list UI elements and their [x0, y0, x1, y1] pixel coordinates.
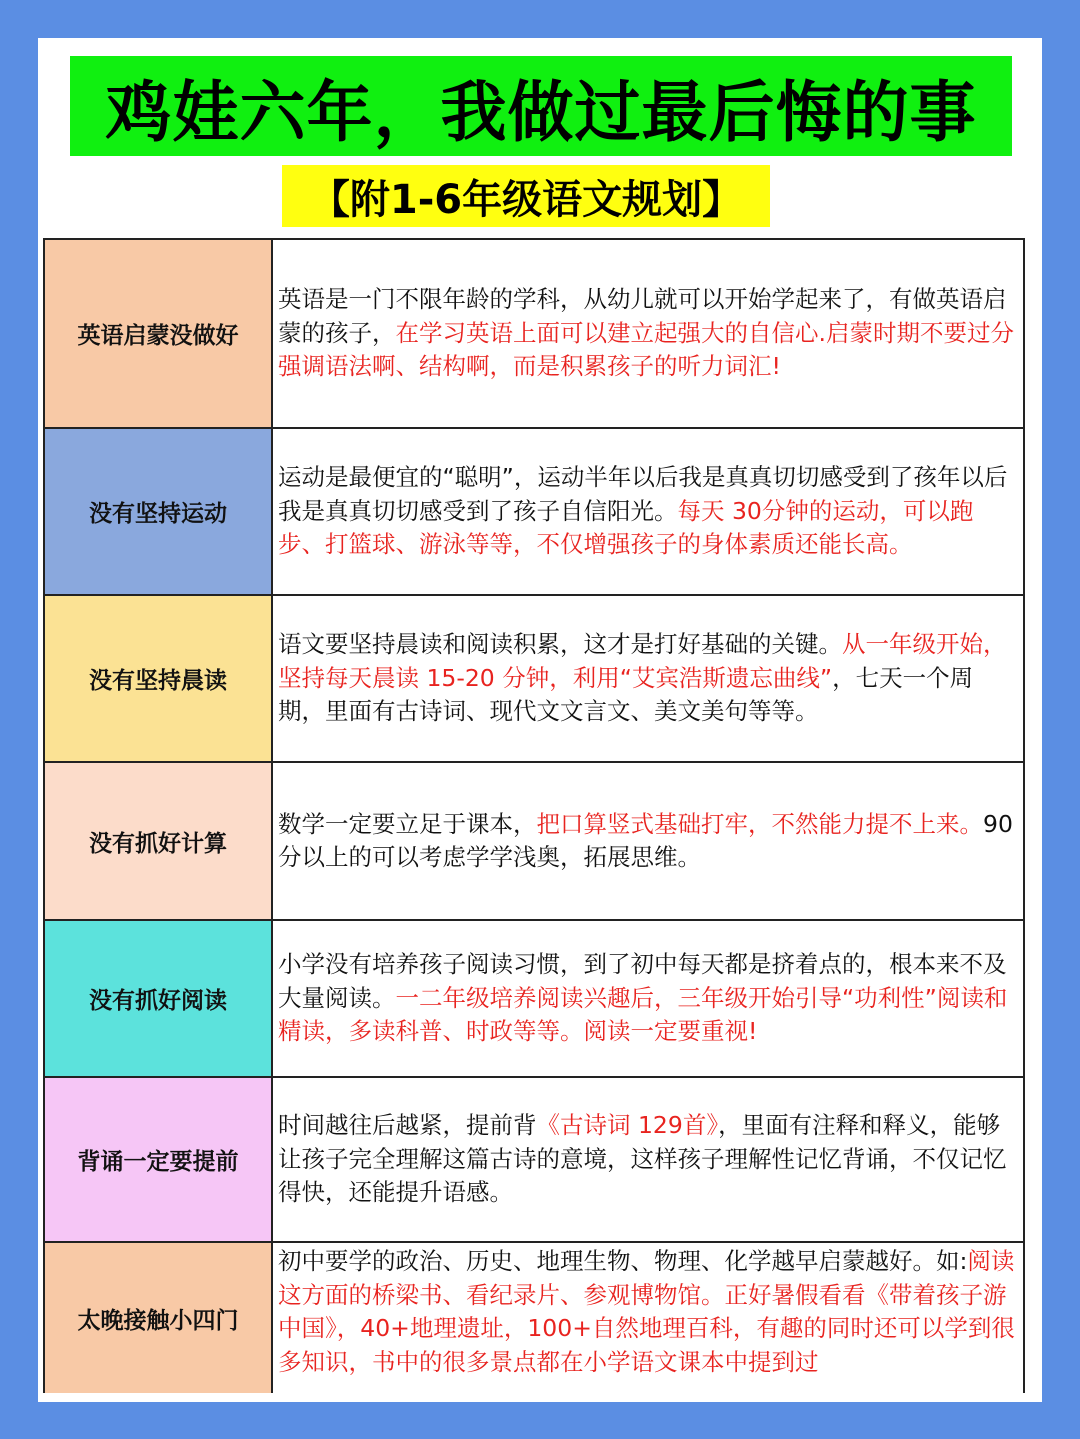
- row-label: 没有坚持运动: [45, 429, 273, 594]
- highlight-text: 阅读这方面的桥梁书、看纪录片、参观博物馆。正好暑假看看《带着孩子游中国》，40+地理遗址，100+自然地理百科，有趣的同时还可以学到很多知识，书中的很多景点都在小学语文课本中提到过: [278, 1247, 1015, 1376]
- plain-text: 语文要坚持晨读和阅读积累，这才是打好基础的关键。: [278, 630, 842, 659]
- plain-text-after: 90分以上的可以考虑学学浅奥，拓展思维。: [278, 809, 1013, 871]
- highlight-text: 一二年级培养阅读兴趣后，三年级开始引导“功利性”阅读和精读，多读科普、时政等等。阅读一定要重视!: [278, 983, 1008, 1046]
- table-row: [45, 596, 1023, 763]
- row-label: 没有抓好计算: [45, 763, 273, 919]
- row-label: 太晚接触小四门: [45, 1243, 273, 1393]
- highlight-text: 每天 30分钟的运动，可以跑步、打篮球、游泳等等，不仅增强孩子的身体素质还能长高。: [278, 496, 974, 559]
- table-row: [45, 1078, 1023, 1243]
- row-content: [273, 429, 1023, 594]
- table-row: [45, 429, 1023, 596]
- plain-text-after: ，七天一个周期，里面有古诗词、现代文文言文、美文美句等等。: [278, 663, 974, 726]
- highlight-text: 《古诗词 129首》: [536, 1111, 719, 1140]
- table-row: [45, 763, 1023, 921]
- regret-table: [43, 238, 1025, 1393]
- row-label: 背诵一定要提前: [45, 1078, 273, 1241]
- plain-text: 初中要学的政治、历史、地理生物、物理、化学越早启蒙越好。如:: [278, 1247, 968, 1275]
- content-card: [38, 38, 1042, 1402]
- plain-text-after: ，里面有注释和释义，能够让孩子完全理解这篇古诗的意境，这样孩子理解性记忆背诵，不仅记忆得快，还能提升语感。: [278, 1111, 1007, 1207]
- highlight-text: 在学习英语上面可以建立起强大的自信心.启蒙时期不要过分强调语法啊、结构啊，而是积累孩子的听力词汇!: [278, 318, 1014, 381]
- plain-text: 数学一定要立足于课本，: [278, 809, 537, 838]
- plain-text: 时间越往后越紧，提前背: [278, 1111, 537, 1140]
- highlight-text: 从一年级开始，坚持每天晨读 15-20 分钟，利用“艾宾浩斯遗忘曲线”: [278, 630, 1007, 692]
- row-content: [273, 240, 1023, 427]
- plain-text: 运动是最便宜的“聪明”，运动半年以后我是真真切切感受到了孩年以后我是真真切切感受到了孩子自信阳光。: [278, 463, 1008, 525]
- table-row: [45, 240, 1023, 429]
- row-label: 没有抓好阅读: [45, 921, 273, 1076]
- highlight-text: 把口算竖式基础打牢，不然能力提不上来。: [536, 809, 983, 838]
- row-label: 没有坚持晨读: [45, 596, 273, 761]
- row-content: [273, 1243, 1023, 1393]
- row-content: [273, 763, 1023, 919]
- row-content: [273, 596, 1023, 761]
- plain-text: 英语是一门不限年龄的学科，从幼儿就可以开始学起来了，有做英语启蒙的孩子，: [278, 285, 1007, 347]
- page-subtitle: 【附1-6年级语文规划】: [282, 165, 770, 227]
- row-content: [273, 921, 1023, 1076]
- plain-text: 小学没有培养孩子阅读习惯，到了初中每天都是挤着点的，根本来不及大量阅读。: [278, 950, 1007, 1012]
- table-row: [45, 921, 1023, 1078]
- row-label: 英语启蒙没做好: [45, 240, 273, 427]
- page-title: 鸡娃六年，我做过最后悔的事: [70, 56, 1012, 156]
- row-content: [273, 1078, 1023, 1241]
- table-row: [45, 1243, 1023, 1393]
